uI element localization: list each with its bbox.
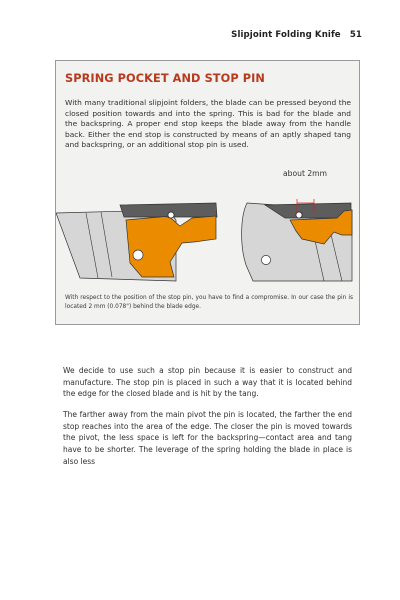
running-title: Slipjoint Folding Knife (231, 30, 341, 40)
figure-caption: With respect to the position of the stop pin, you have to find a compromise. In our case the pin is located 2 mm (0.078") behind the blade edge. (65, 295, 353, 310)
pivot-hole (261, 255, 270, 264)
body-paragraph-2: The farther away from the main pivot the pin is located, the farther the end stop reaches into the area of the edge. The closer the pin is moved towards the pivot, the less space is left for the backspring—contact area and tang have to be shorter. The leverage of the spring holding the blade in place is also less (63, 410, 352, 466)
running-header (231, 30, 362, 40)
stop-pin-illustration (56, 165, 359, 365)
sidebar-body-text: With many traditional slipjoint folders, the blade can be pressed beyond the closed position towards and into the spring. This is bad for the blade and the backspring. A proper end stop keeps the blade away from the handle back. Either the end stop is constructed by means of an aptly shaped tang and backspring, or an additional stop pin is used. (65, 98, 351, 150)
sidebar-title: SPRING POCKET AND STOP PIN (65, 72, 265, 85)
backspring-orange (126, 216, 216, 277)
dimension-label: about 2mm (283, 169, 327, 178)
page-number: 51 (349, 30, 362, 40)
sidebar-box (55, 60, 360, 325)
stop-pin (168, 212, 174, 218)
body-paragraph-1: We decide to use such a stop pin because it is easier to construct and manufacture. The stop pin is placed in such a way that it is located behind the edge for the closed blade and is hit by the tang. (63, 366, 352, 399)
knife-diagram-left (56, 203, 217, 281)
knife-diagram-right (242, 203, 352, 281)
pivot-hole (133, 250, 143, 260)
